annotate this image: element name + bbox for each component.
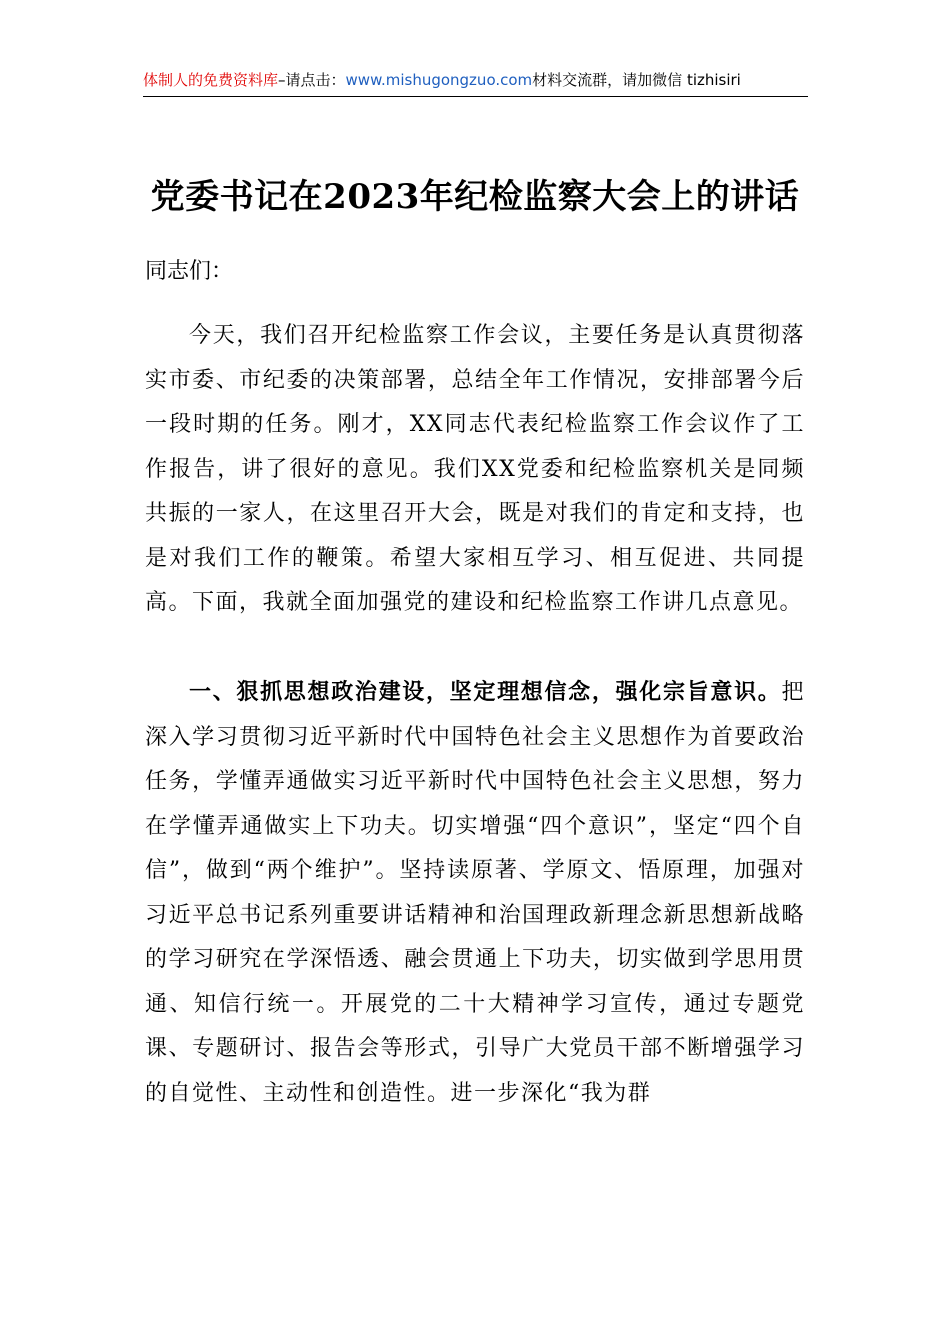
header-brand: 体制人的免费资料库 [143, 71, 279, 89]
paragraph-section-1 [145, 671, 805, 1116]
document-title: 党委书记在2023年纪检监察大会上的讲话 [150, 177, 800, 217]
section-1-body: 把深入学习贯彻习近平新时代中国特色社会主义思想作为首要政治任务，学懂弄通做实习近平新时代中国特色社会主义思想，努力在学懂弄通做实上下功夫。切实增强“四个意识”，坚定“四个自信”，做到“两个维护”。坚持读原著、学原文、悟原理，加强对习近平总书记系列重要讲话精神和治国理政新理念新思想新战略的学习研究在学深悟透、融会贯通上下功夫，切实做到学思用贯通、知信行统一。开展党的二十大精神学习宣传，通过专题党课、专题研讨、报告会等形式，引导广大党员干部不断增强学习的自觉性、主动性和创造性。进一步深化“我为群 [145, 680, 805, 1106]
header-prompt: –请点击： [278, 71, 346, 89]
header-link[interactable]: www.mishugongzuo.com [345, 71, 533, 89]
page-header [143, 66, 808, 97]
paragraph-intro: 今天，我们召开纪检监察工作会议，主要任务是认真贯彻落实市委、市纪委的决策部署，总结全年工作情况，安排部署今后一段时期的任务。刚才，XX同志代表纪检监察工作会议作了工作报告，讲了很好的意见。我们XX党委和纪检监察机关是同频共振的一家人，在这里召开大会，既是对我们的肯定和支持，也是对我们工作的鞭策。希望大家相互学习、相互促进、共同提高。下面，我就全面加强党的建设和纪检监察工作讲几点意见。 [145, 323, 805, 615]
section-1-heading: 一、狠抓思想政治建设，坚定理想信念，强化宗旨意识。 [189, 680, 782, 705]
salutation: 同志们： [145, 259, 234, 284]
header-contact: 材料交流群，请加微信 tizhisiri [532, 71, 741, 89]
